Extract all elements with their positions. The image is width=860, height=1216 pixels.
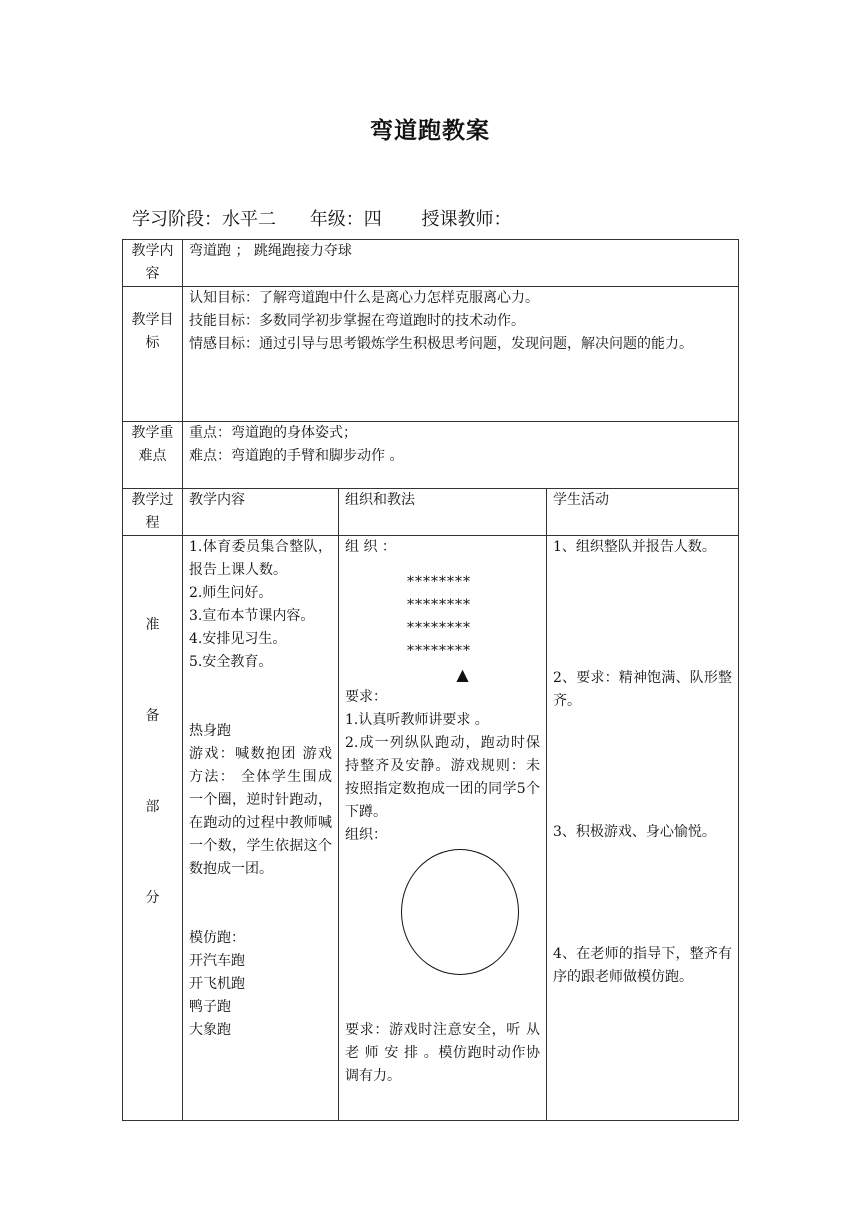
req-2: 要求：游戏时注意安全，听 从 老 师 安 排 。模仿跑时动作协调有力。 bbox=[345, 1022, 540, 1084]
goal-cognitive bbox=[189, 287, 732, 310]
goals-row bbox=[123, 287, 739, 422]
prep-content-cell bbox=[183, 536, 339, 1121]
prep-organization-cell bbox=[339, 536, 547, 1121]
goal-emotion bbox=[189, 333, 732, 356]
formation-row: ******** bbox=[407, 643, 471, 659]
lesson-meta bbox=[132, 205, 511, 231]
stage-label: 学习阶段：水平二 bbox=[132, 209, 276, 230]
side-char: 准 bbox=[145, 617, 160, 633]
req-item: 2.成一列纵队跑动，跑动时保持整齐及安静。游戏规则：未按照指定数抱成一团的同学5个下蹲。 bbox=[345, 735, 540, 820]
col-organization-header: 组织和教法 bbox=[339, 489, 547, 536]
teacher-label: 授课教师： bbox=[421, 209, 512, 230]
warmup-text: 热身跑 bbox=[189, 723, 231, 739]
activity-item: 3、积极游戏、身心愉悦。 bbox=[553, 824, 716, 840]
col-content-header: 教学内容 bbox=[183, 489, 339, 536]
keypoints-cell bbox=[183, 422, 739, 489]
activity-item: 2、要求：精神饱满、队形整齐。 bbox=[553, 670, 733, 709]
content-label: 教学内容 bbox=[123, 240, 183, 287]
key-difficult: 难点：弯道跑的手臂和脚步动作 。 bbox=[189, 448, 404, 464]
goals-label: 教学目标 bbox=[123, 287, 183, 422]
side-char: 分 bbox=[145, 890, 160, 906]
imitate-item: 开飞机跑 bbox=[189, 976, 245, 992]
page-title: 弯道跑教案 bbox=[370, 117, 490, 144]
content-item: 3.宣布本节课内容。 bbox=[189, 608, 315, 624]
game-text: 游戏：喊数抱团 游戏方法： 全体学生围成一个圈，逆时针跑动，在跑动的过程中教师喊一个数，学生依据这个数抱成一团。 bbox=[189, 746, 332, 877]
imitate-item: 开汽车跑 bbox=[189, 953, 245, 969]
teacher-triangle-icon: ▲ bbox=[456, 665, 469, 684]
keypoints-label: 教学重难点 bbox=[123, 422, 183, 489]
prep-activity-cell bbox=[547, 536, 739, 1121]
formation-row: ******** bbox=[407, 597, 471, 613]
imitate-title: 模仿跑： bbox=[189, 930, 245, 946]
prep-side-label bbox=[123, 536, 183, 1121]
key-important: 重点：弯道跑的身体姿式； bbox=[189, 425, 357, 441]
imitate-item: 大象跑 bbox=[189, 1022, 231, 1038]
process-label: 教学过程 bbox=[123, 489, 183, 536]
formation-row: ******** bbox=[407, 620, 471, 636]
org-label: 组 织 ： bbox=[345, 539, 396, 555]
goal-key: 认知目标： bbox=[189, 290, 259, 306]
content-row bbox=[123, 240, 739, 287]
formation-diagram bbox=[345, 571, 540, 663]
activity-item: 4、在老师的指导下，整齐有序的跟老师做模仿跑。 bbox=[553, 946, 733, 985]
goal-skill bbox=[189, 310, 732, 333]
goal-key: 情感目标： bbox=[189, 336, 259, 352]
lesson-plan-table bbox=[122, 239, 739, 1121]
content-item: 4.安排见习生。 bbox=[189, 631, 287, 647]
col-activity-header: 学生活动 bbox=[547, 489, 739, 536]
content-item: 1.体育委员集合整队，报告上课人数。 bbox=[189, 539, 332, 578]
grade-label: 年级：四 bbox=[309, 209, 382, 230]
goal-value: 多数同学初步掌握在弯道跑时的技术动作。 bbox=[259, 313, 525, 329]
imitate-item: 鸭子跑 bbox=[189, 999, 231, 1015]
goal-value: 通过引导与思考锻炼学生积极思考问题，发现问题，解决问题的能力。 bbox=[259, 336, 693, 352]
content-item: 2.师生问好。 bbox=[189, 585, 273, 601]
goal-value: 了解弯道跑中什么是离心力怎样克服离心力。 bbox=[259, 290, 539, 306]
org-label-2: 组织： bbox=[345, 827, 387, 843]
circle-formation-icon bbox=[401, 849, 519, 975]
process-header-row bbox=[123, 489, 739, 536]
formation-row: ******** bbox=[407, 574, 471, 590]
content-item: 5.安全教育。 bbox=[189, 654, 273, 670]
content-value: 弯道跑 ； 跳绳跑接力夺球 bbox=[183, 240, 739, 287]
activity-item: 1、组织整队并报告人数。 bbox=[553, 539, 716, 555]
prep-section-row bbox=[123, 536, 739, 1121]
goals-cell bbox=[183, 287, 739, 422]
req-item: 1.认真听教师讲要求 。 bbox=[345, 712, 489, 728]
side-char: 部 bbox=[145, 799, 160, 815]
side-char: 备 bbox=[145, 708, 160, 724]
goal-key: 技能目标： bbox=[189, 313, 259, 329]
keypoints-row bbox=[123, 422, 739, 489]
req-label: 要求： bbox=[345, 689, 387, 705]
